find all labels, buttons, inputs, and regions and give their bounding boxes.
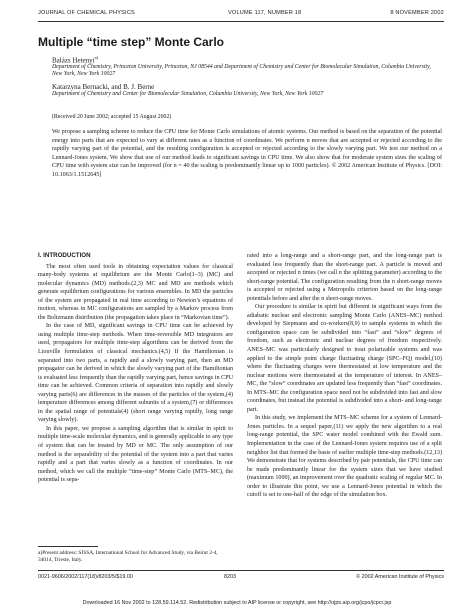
footnote-rule [38, 546, 98, 547]
section-heading: I. INTRODUCTION [38, 252, 91, 259]
footer-rule [38, 570, 444, 571]
download-notice: Downloaded 16 Nov 2002 to 128.59.114.52. Redistribution subject to AIP license or copyright, see http://ojps.aip.org/jcpo/jcpcr.jsp [82, 600, 392, 606]
affiliation: Department of Chemistry and Center for Biomolecular Simulation, Columbia University, New York, New York 10027 [52, 91, 324, 97]
page-number: 8203 [224, 574, 236, 580]
paper-title: Multiple “time step” Monte Carlo [38, 35, 225, 49]
journal-name: JOURNAL OF CHEMICAL PHYSICS [38, 10, 135, 16]
author-name: Balázs Hetenyi$^{a)}$ [52, 55, 99, 65]
paragraph: In this paper, we propose a sampling algorithm that is similar in spirit to multiple time-scale molecular dynamics, and is generally applicable to any type of system that can be treated by MD or MC. The only assumption of our method is the separability of the potential of the system into a part that varies rapidly and a part that varies slowly as a function of coordinates. In our method, which we call the multiple “time-step” Monte Carlo (MTS–MC), the potential is sepa- [38, 425, 233, 484]
copyright: © 2002 American Institute of Physics [356, 574, 444, 580]
header-rule [38, 21, 444, 22]
abstract: We propose a sampling scheme to reduce the CPU time for Monte Carlo simulations of atomic systems. Our method is based on the separation of the potential energy into parts that are expected to vary at different rates as a function of coordinates. We perform n moves that are accepted or rejected according to the rapidly varying part of the potential, and the resulting configuration is accepted or rejected according to the slowly varying part. We test our method on a Lennard-Jones system. We show that use of our method leads to significant savings in CPU time. We also show that for moderate system sizes the scaling of CPU time with system size can be improved (for n = 40 the scaling is predominantly linear up to 1000 particles). © 2002 American Institute of Physics. [DOI: 10.1063/1.1512645] [52, 129, 442, 178]
paragraph: rated into a long-range and a short-range part, and the long-range part is evaluated less frequently than the short-range part. A particle is moved and accepted or rejected n times (we call n the splitting parameter) according to the short-range potential. The configuration resulting from the n short-range moves is accepted or rejected using a Metropolis criterion based on the long-range potentials before and after the n short-range moves. [247, 253, 442, 302]
left-column [38, 252, 233, 485]
affiliation: Department of Chemistry, Princeton University, Princeton, NJ 08544 and Department of Chemistry and Center for Biomolecular Simulation, Columbia University, New York, New York 10027 [52, 64, 431, 78]
volume-number: VOLUME 117, NUMBER 18 [228, 10, 302, 16]
article-code: 0021-9606/2002/117(18)/8203/5/$19.00 [38, 574, 133, 580]
right-column [247, 252, 442, 500]
issue-date: 8 NOVEMBER 2002 [390, 10, 444, 16]
page-footer [38, 574, 444, 583]
footnote: a)Present address: SISSA, International School for Advanced Study, via Beirut 2-4, 34014, Trieste, Italy. [38, 550, 218, 563]
received-dates: (Received 20 June 2002; accepted 15 August 2002) [52, 114, 172, 120]
author-names: Katarzyna Bernacki, and B. J. Berne [52, 83, 155, 91]
author-block-1 [52, 55, 442, 78]
paragraph: In the case of MD, significant savings in CPU time can be achieved by using multiple time-step methods. When time-reversible MD integrators are used, propagators for multiple time-step algorithms can be derived from the Liouville formulation of classical mechanics.(4,5) If the Hamiltonian is separated into two parts, a rapidly and a slowly varying part, then an MD propagator can be derived in which the slowly varying part of the Hamiltonian is evaluated less frequently than the rapidly varying part, hence savings in CPU time can be achieved. Common criteria of separation into rapidly and slowly varying parts(6) are differences in the masses of the particles of the system,(4) temperature differences among different subunits of a system,(7) or differences in the spatial range of potentials(4) (short range varying rapidly, long range varying slowly). [38, 323, 233, 424]
author-block-2 [52, 83, 442, 98]
paragraph: The most often used tools in obtaining expectation values for classical many-body systems at equilibrium are the Monte Carlo(1–3) (MC) and molecular dynamics (MD) methods.(2,3) MC and MD are methods which generate equilibrium configurations for various ensembles. In MD the particles of the system are propagated in real time according to Newton’s equations of motion, whereas in MC configurations are sampled by a Markov process from the Boltzmann distribution (the propagation takes place in “Markovian time”). [38, 263, 233, 321]
paragraph: Our procedure is similar in spirit but different in significant ways from the adiabatic nuclear and electronic sampling Monte Carlo (ANES–MC) method developed by Siepmann and co-workers(8,9) to sample systems in which the configuration space can be subdivided into “fast” and “slow” degrees of freedom, such as electronic and nuclear degrees of freedom respectively. ANES–MC was particularly designed to treat polarizable systems and was applied to the simple point charge fluctuating charge (SPC–FQ) model,(10) where the fluctuating charges were thermostated at low temperature and the nuclear motions were thermostated at the temperature of interest. In ANES–MC, the “slow” coordinates are updated less frequently than “fast” coordinates. In MTS–MC the configuration space need not be subdivided into fast and slow coordinates, but instead the potential is subdivided into a short- and long-range part. [247, 304, 442, 413]
running-header [38, 10, 444, 20]
paragraph: In this study, we implement the MTS–MC scheme for a system of Lennard-Jones particles. In a sequel paper,(11) we apply the new algorithm to a real long-range potential, the SPC water model combined with the Ewald sum. Implementation in the case of the Lennard-Jones system requires use of a split neighbor list that formed the basis of earlier multiple time-step methods.(12,13) We demonstrate that for systems described by pair potentials, the CPU time can be made predominantly linear for the system sizes that we have studied (maximum 1000), an improvement over the quadratic scaling of regular MC. In order to illustrate this point, we use a Lennard-Jones potential in which the cutoff is set to one-half of the edge of the simulation box. [247, 415, 442, 499]
